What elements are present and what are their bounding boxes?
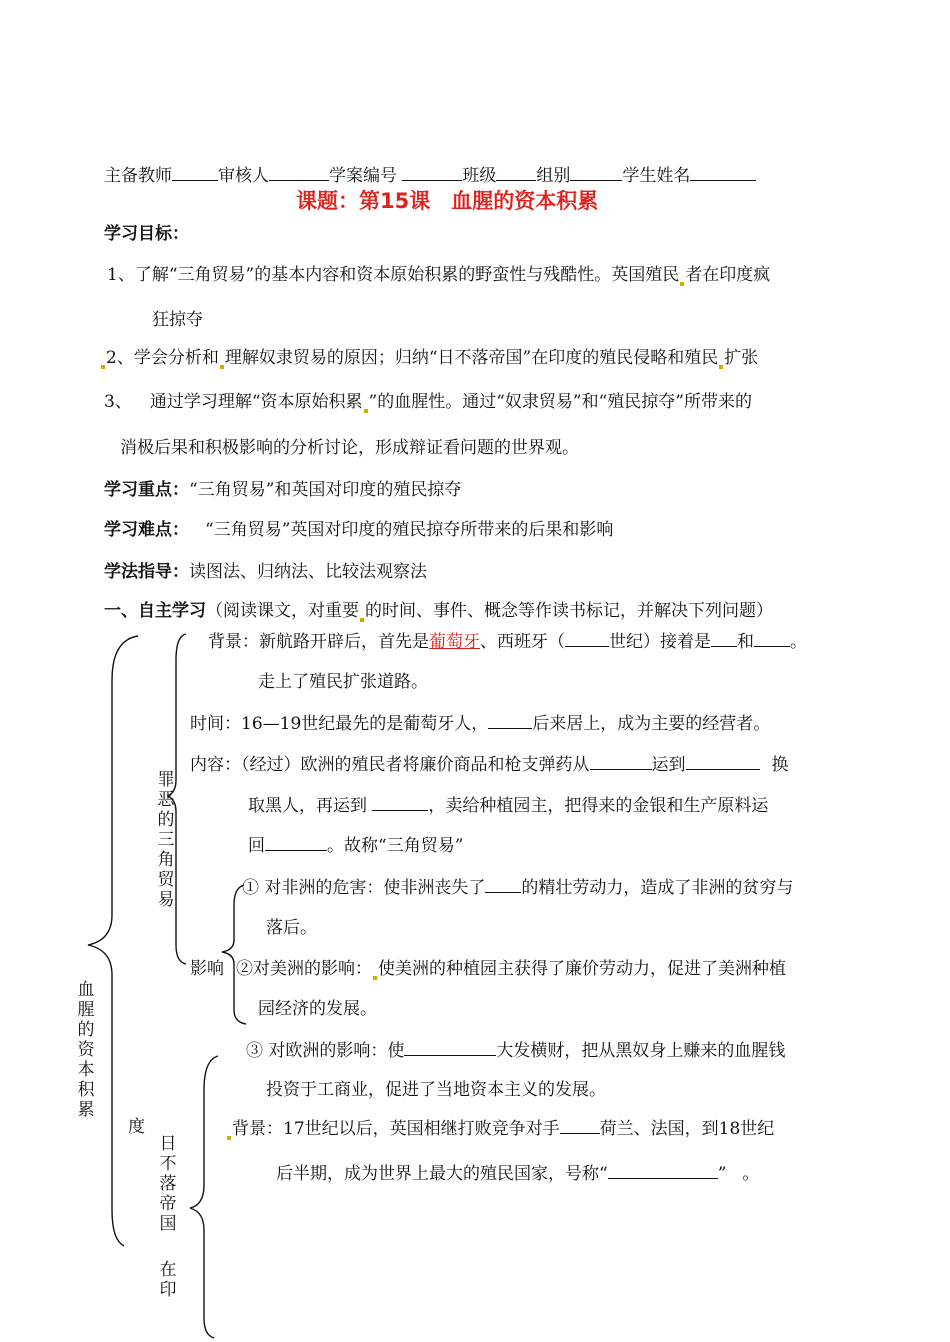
- method-label: 学法指导：: [104, 562, 189, 582]
- root-brace: [88, 636, 138, 1246]
- country1-blank[interactable]: [711, 630, 737, 647]
- bg1-line: [208, 630, 807, 653]
- goal-3-text-a: 通过学习理解“资本原始积累: [149, 392, 363, 412]
- group-label: 组别: [536, 166, 571, 186]
- branch2-label-b: 日不落帝国: [159, 1134, 177, 1234]
- goal-3-text-b: ”的血腥性。通过“奴隶贸易”和“殖民掠夺”所带来的: [368, 392, 752, 412]
- bg2-text-e: 。: [742, 1164, 760, 1184]
- time-text-b: 后来居上，成为主要的经营者。: [532, 714, 771, 734]
- time-text-a: 时间：16—19世纪最先的是葡萄牙人，: [190, 714, 489, 734]
- impact-3-cont: 投资于工商业，促进了当地资本主义的发展。: [266, 1080, 606, 1100]
- branch2-label-c: 在印: [159, 1260, 177, 1300]
- europe-blank[interactable]: [404, 1039, 496, 1056]
- mark-dot: [227, 1136, 231, 1140]
- impact-brace: [222, 885, 246, 1024]
- goal-3-num: 3、: [104, 392, 132, 412]
- content-text-d: 取黑人，再运到: [248, 796, 367, 816]
- impact-3: [246, 1039, 785, 1062]
- goal-1-text-b: 者在印度疯: [685, 265, 771, 285]
- goals-heading: 学习目标：: [104, 224, 189, 244]
- to-blank[interactable]: [686, 753, 760, 770]
- goal-1-text-a: 1、了解“三角贸易”的基本内容和资本原始积累的野蛮性与残酷性。英国殖民: [107, 265, 680, 285]
- root-label: 血腥的资本积累: [77, 980, 95, 1120]
- bg2-text-d: ”: [717, 1164, 727, 1184]
- bg2-text-c: 后半期，成为世界上最大的殖民国家，号称“: [276, 1164, 608, 1184]
- content-text-a: 内容：（经过）欧洲的殖民者将廉价商品和枪支弹药从: [190, 755, 590, 775]
- time-line: [190, 712, 770, 735]
- key-points-text: “三角贸易”和英国对印度的殖民掠夺: [189, 480, 462, 500]
- reviewer-label: 审核人: [218, 166, 269, 186]
- time-blank[interactable]: [488, 712, 532, 729]
- bg2-line: [226, 1117, 774, 1140]
- goal-2-text-c: 扩张: [724, 348, 759, 368]
- content-line-2: [248, 794, 768, 817]
- bg2-text-a: 背景：17世纪以后，英国相继打败竞争对手: [232, 1119, 560, 1139]
- page-title: 课题：第15课 血腥的资本积累: [296, 189, 599, 213]
- impact2-text-a: ②对美洲的影响：: [236, 959, 372, 979]
- america-blank[interactable]: [372, 794, 428, 811]
- content-text-b: 运到: [651, 755, 686, 775]
- century-blank[interactable]: [565, 630, 609, 647]
- teacher-label: 主备教师: [104, 166, 172, 186]
- impact3-text-b: 大发横财，把从黑奴身上赚来的血腥钱: [496, 1041, 786, 1061]
- goal-2-text-a: 2、学会分析和: [106, 348, 219, 368]
- bg1-text-c: 世纪）接着是: [609, 632, 711, 652]
- rival-blank[interactable]: [560, 1117, 600, 1134]
- impact-2-cont: 园经济的发展。: [258, 999, 377, 1019]
- bg1-portugal: 葡萄牙: [429, 632, 480, 652]
- impact3-text-a: ③ 对欧洲的影响：使: [246, 1041, 405, 1061]
- bg2-line-2: [276, 1162, 759, 1185]
- empire-name-blank[interactable]: [608, 1162, 718, 1179]
- goal-1-cont: 狂掠夺: [152, 310, 203, 330]
- labor-blank[interactable]: [485, 876, 521, 893]
- content-line-1: [190, 753, 789, 776]
- content-text-f: 回: [248, 836, 265, 856]
- return-blank[interactable]: [265, 834, 327, 851]
- country2-blank[interactable]: [754, 630, 790, 647]
- impact-1-cont: 落后。: [266, 918, 317, 938]
- branch2-brace: [190, 1056, 218, 1338]
- goal-3-cont: 消极后果和积极影响的分析讨论，形成辩证看问题的世界观。: [120, 438, 579, 458]
- impact-1: [242, 876, 793, 899]
- content-text-c: 换: [771, 755, 789, 775]
- bg1-text-a: 背景：新航路开辟后，首先是: [208, 632, 429, 652]
- section1-note-a: （阅读课文，对重要: [206, 601, 359, 621]
- branch1-label: 罪恶的三角贸易: [157, 770, 175, 910]
- method-text: 读图法、归纳法、比较法观察法: [189, 562, 427, 582]
- impact-2: [236, 958, 786, 980]
- branch2-label-a: 度: [128, 1117, 145, 1137]
- bg2-text-b: 荷兰、法国，到18世纪: [599, 1119, 775, 1139]
- impact-label: 影响: [190, 959, 224, 979]
- bg1-text-e: 。: [790, 632, 807, 652]
- impact1-text-a: ① 对非洲的危害：使非洲丧失了: [242, 878, 486, 898]
- bg1-line-2: 走上了殖民扩张道路。: [258, 672, 428, 692]
- from-blank[interactable]: [590, 753, 652, 770]
- plan-no-label: 学案编号: [329, 166, 397, 186]
- impact1-text-b: 的精壮劳动力，造成了非洲的贫穷与: [521, 878, 794, 898]
- impact2-text-b: 使美洲的种植园主获得了廉价劳动力，促进了美洲种植: [378, 959, 786, 979]
- difficulties-text: “三角贸易”英国对印度的殖民掠夺所带来的后果和影响: [205, 520, 614, 540]
- goal-2-text-b: 理解奴隶贸易的原因；归纳“日不落帝国”在印度的殖民侵略和殖民: [224, 348, 719, 368]
- difficulties-label: 学习难点：: [104, 520, 189, 540]
- student-label: 学生姓名: [622, 166, 691, 186]
- section1-title: 一、自主学习: [104, 601, 206, 621]
- class-label: 班级: [462, 166, 497, 186]
- content-text-e: ，卖给种植园主，把得来的金银和生产原料运: [428, 796, 769, 816]
- mark-dot: [373, 976, 377, 980]
- section1-note-b: 的时间、事件、概念等作读书标记，并解决下列问题）: [365, 601, 773, 621]
- content-line-3: [248, 834, 463, 857]
- content-text-g: 。故称“三角贸易”: [327, 836, 464, 856]
- key-points-label: 学习重点：: [104, 480, 189, 500]
- bg1-text-d: 和: [737, 632, 754, 652]
- bg1-text-b: 、西班牙（: [480, 632, 565, 652]
